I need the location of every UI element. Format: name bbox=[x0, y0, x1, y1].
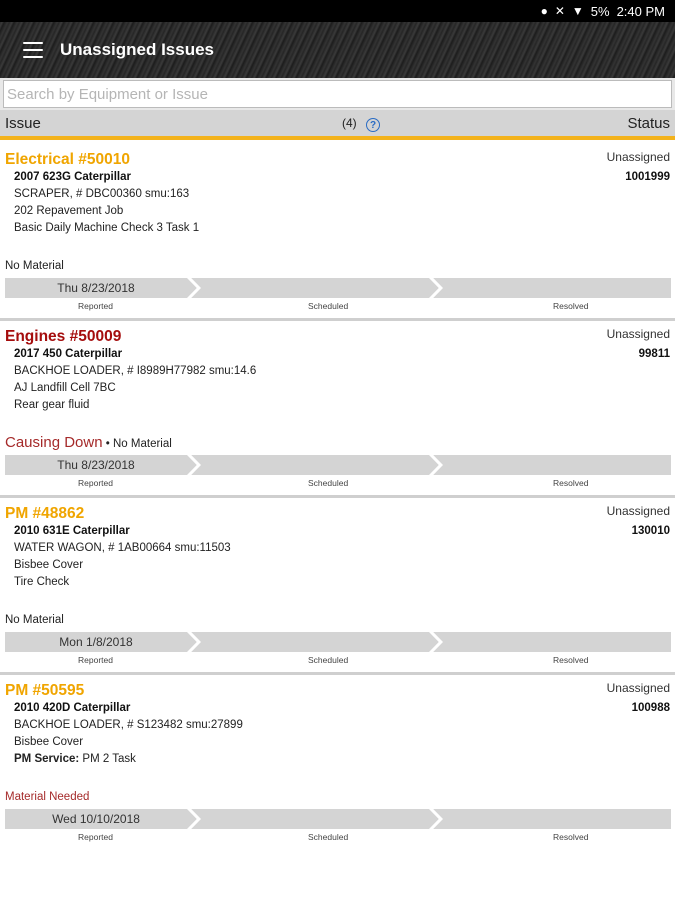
chevron-right-icon bbox=[429, 809, 443, 829]
issue-title: Electrical #50010 bbox=[5, 151, 130, 168]
issue-list bbox=[0, 144, 675, 852]
issue-card[interactable] bbox=[0, 498, 675, 675]
material-status: No Material bbox=[5, 260, 64, 272]
chevron-right-icon bbox=[187, 632, 201, 652]
page-title: Unassigned Issues bbox=[60, 40, 215, 59]
issue-description: Rear gear fluid bbox=[14, 399, 90, 411]
battery-level: 5% bbox=[590, 3, 610, 19]
reported-label: Reported bbox=[78, 832, 113, 842]
location-icon: ● bbox=[540, 4, 548, 18]
reported-date: Wed 10/10/2018 bbox=[52, 812, 140, 826]
reported-date: Mon 1/8/2018 bbox=[59, 635, 133, 649]
equipment-name: 2010 631E Caterpillar bbox=[14, 525, 130, 537]
issue-status: Unassigned bbox=[606, 681, 670, 695]
issue-status: Unassigned bbox=[606, 327, 670, 341]
scheduled-label: Scheduled bbox=[308, 478, 349, 488]
scheduled-label: Scheduled bbox=[308, 832, 349, 842]
equipment-name: 2010 420D Caterpillar bbox=[14, 702, 131, 714]
issue-status: Unassigned bbox=[606, 504, 670, 518]
separator: • bbox=[105, 438, 113, 450]
issue-card[interactable] bbox=[0, 675, 675, 852]
chevron-right-icon bbox=[429, 632, 443, 652]
progress-timeline bbox=[5, 809, 671, 829]
equipment-details: BACKHOE LOADER, # S123482 smu:27899 bbox=[14, 719, 243, 731]
issue-card[interactable] bbox=[0, 321, 675, 498]
help-icon[interactable]: ? bbox=[366, 118, 380, 132]
material-status-row bbox=[5, 434, 172, 451]
mute-icon: ✕ bbox=[554, 4, 565, 18]
job-location: Bisbee Cover bbox=[14, 736, 84, 748]
menu-icon[interactable] bbox=[23, 42, 43, 58]
chevron-right-icon bbox=[187, 809, 201, 829]
equipment-name: 2007 623G Caterpillar bbox=[14, 171, 131, 183]
status-bar bbox=[0, 0, 675, 22]
reported-label: Reported bbox=[78, 301, 113, 311]
equipment-number: 130010 bbox=[631, 525, 670, 537]
reported-date: Thu 8/23/2018 bbox=[57, 281, 135, 295]
resolved-label: Resolved bbox=[553, 301, 589, 311]
progress-timeline bbox=[5, 632, 671, 652]
search-input[interactable] bbox=[3, 80, 672, 108]
issue-card[interactable] bbox=[0, 144, 675, 321]
issue-description: Basic Daily Machine Check 3 Task 1 bbox=[14, 222, 200, 234]
chevron-right-icon bbox=[429, 278, 443, 298]
resolved-label: Resolved bbox=[553, 655, 589, 665]
issue-title: PM #48862 bbox=[5, 505, 85, 522]
resolved-label: Resolved bbox=[553, 832, 589, 842]
equipment-details: WATER WAGON, # 1AB00664 smu:11503 bbox=[14, 542, 231, 554]
chevron-right-icon bbox=[429, 455, 443, 475]
search-bar bbox=[0, 78, 675, 110]
status-column-label[interactable]: Status bbox=[627, 114, 670, 132]
issue-status: Unassigned bbox=[606, 150, 670, 164]
app-bar bbox=[0, 22, 675, 78]
reported-label: Reported bbox=[78, 478, 113, 488]
job-location: 202 Repavement Job bbox=[14, 205, 124, 217]
job-location: AJ Landfill Cell 7BC bbox=[14, 382, 116, 394]
scheduled-label: Scheduled bbox=[308, 655, 349, 665]
issue-count: (4) bbox=[342, 116, 357, 130]
equipment-number: 1001999 bbox=[625, 171, 670, 183]
issue-column-label[interactable]: Issue bbox=[5, 114, 41, 132]
wifi-icon: ▼ bbox=[571, 4, 584, 18]
material-status: Material Needed bbox=[5, 791, 90, 803]
equipment-number: 100988 bbox=[631, 702, 670, 714]
equipment-details: SCRAPER, # DBC00360 smu:163 bbox=[14, 188, 190, 200]
equipment-number: 99811 bbox=[638, 348, 670, 360]
issue-title: PM #50595 bbox=[5, 682, 85, 699]
progress-timeline bbox=[5, 455, 671, 475]
resolved-label: Resolved bbox=[553, 478, 589, 488]
chevron-right-icon bbox=[187, 455, 201, 475]
chevron-right-icon bbox=[187, 278, 201, 298]
pm-service-label: PM Service: bbox=[14, 753, 80, 765]
column-header bbox=[0, 110, 675, 140]
causing-down-badge: Causing Down bbox=[5, 434, 103, 451]
reported-label: Reported bbox=[78, 655, 113, 665]
issue-description: Tire Check bbox=[14, 576, 70, 588]
progress-timeline bbox=[5, 278, 671, 298]
reported-date: Thu 8/23/2018 bbox=[57, 458, 135, 472]
job-location: Bisbee Cover bbox=[14, 559, 84, 571]
issue-title: Engines #50009 bbox=[5, 328, 122, 345]
scheduled-label: Scheduled bbox=[308, 301, 349, 311]
material-status: No Material bbox=[113, 438, 172, 450]
equipment-details: BACKHOE LOADER, # I8989H77982 smu:14.6 bbox=[14, 365, 257, 377]
equipment-name: 2017 450 Caterpillar bbox=[14, 348, 123, 360]
issue-description bbox=[14, 753, 136, 765]
pm-service-value: PM 2 Task bbox=[82, 753, 136, 765]
material-status: No Material bbox=[5, 614, 64, 626]
clock: 2:40 PM bbox=[616, 3, 665, 19]
